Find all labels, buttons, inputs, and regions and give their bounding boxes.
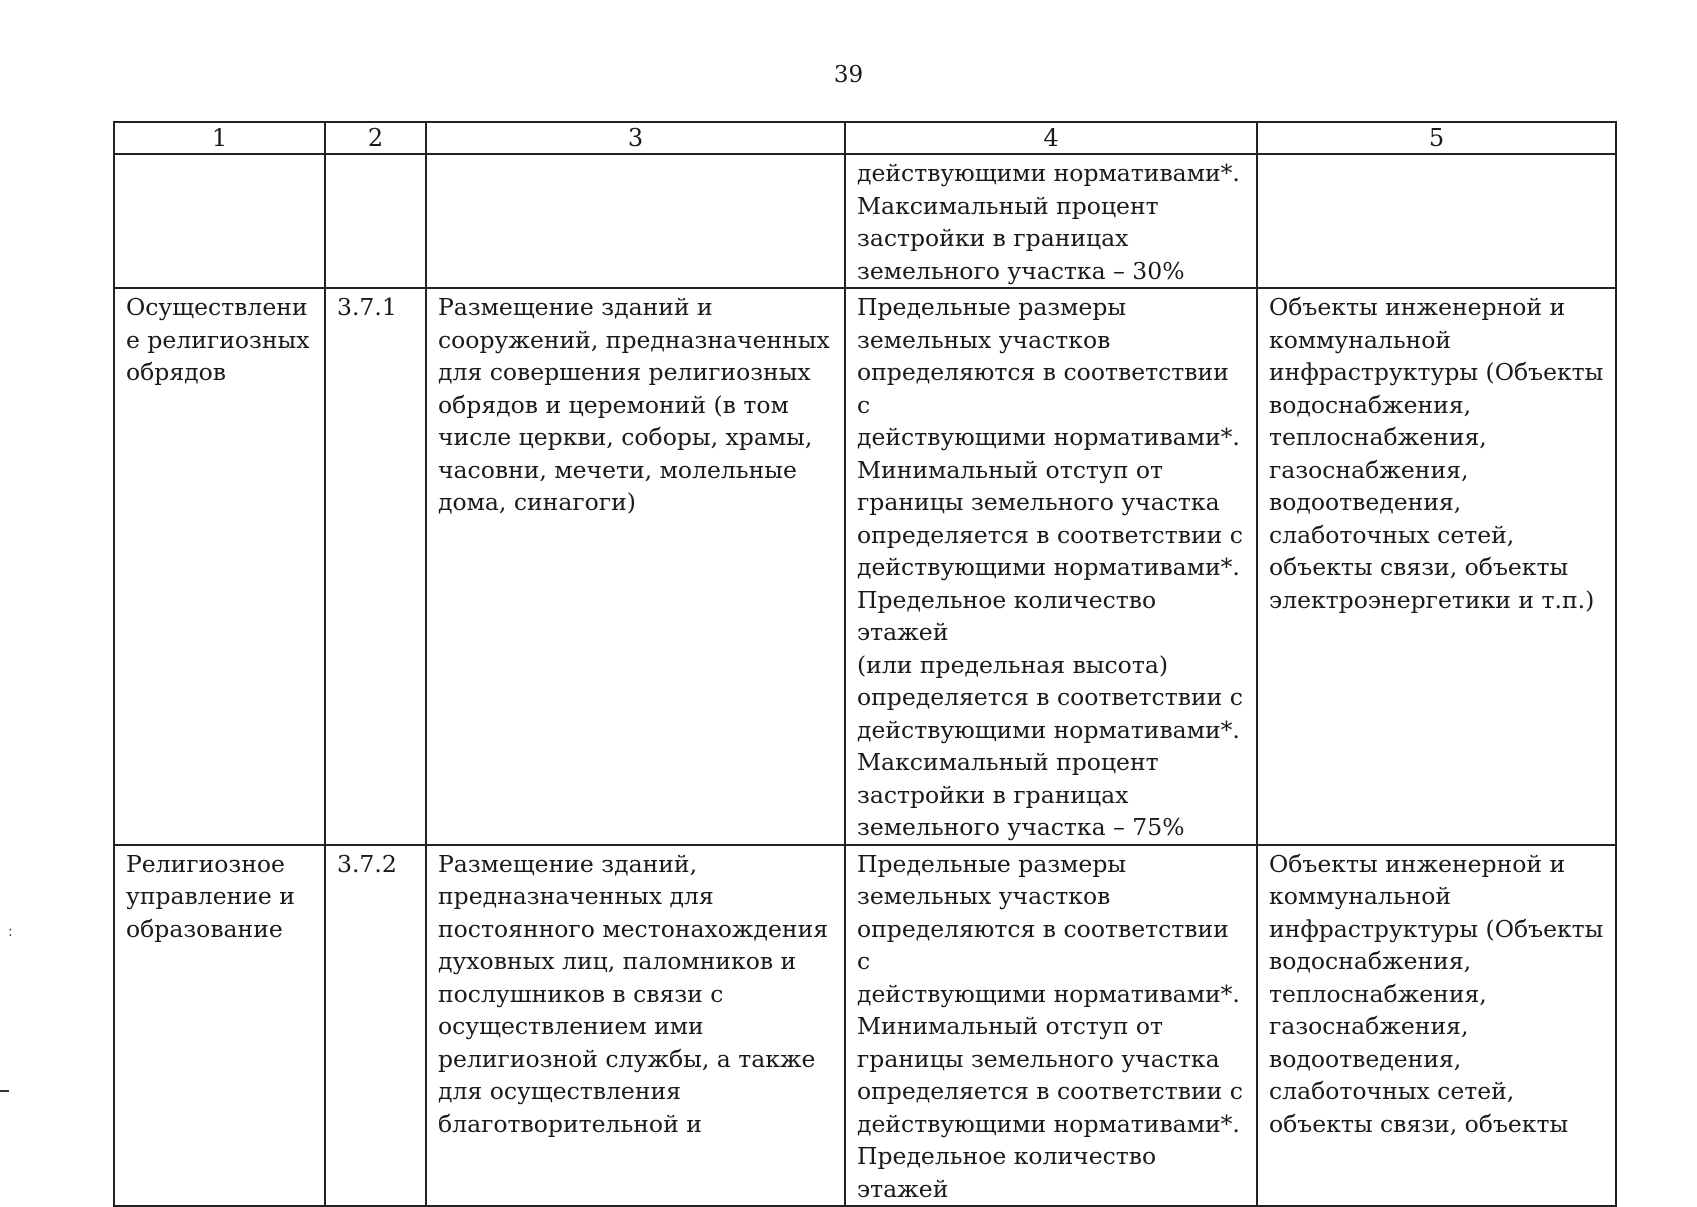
header-cell-3: 3 bbox=[426, 122, 845, 154]
use-code-cell: 3.7.2 bbox=[325, 845, 426, 1207]
use-auxiliary-cell: Объекты инженерной и коммунальной инфраструктуры (Объекты водоснабжения, теплоснабжения, газоснабжения, водоотведения, слаботочных сетей, объекты связи, объекты bbox=[1257, 845, 1616, 1207]
land-use-table bbox=[113, 121, 1617, 1207]
continuation-code-cell bbox=[325, 154, 426, 288]
margin-dash-mark bbox=[0, 1090, 9, 1092]
header-row bbox=[114, 122, 1616, 154]
use-code-cell: 3.7.1 bbox=[325, 288, 426, 845]
continuation-parameters-cell: действующими нормативами*. Максимальный процент застройки в границах земельного участка – 30% bbox=[845, 154, 1257, 288]
use-description-cell: Размещение зданий и сооружений, предназначенных для совершения религиозных обрядов и церемоний (в том числе церкви, соборы, храмы, часовни, мечети, молельные дома, синагоги) bbox=[426, 288, 845, 845]
continuation-name-cell bbox=[114, 154, 325, 288]
use-name-cell: Религиозное управление и образование bbox=[114, 845, 325, 1207]
header-cell-1: 1 bbox=[114, 122, 325, 154]
table-row bbox=[114, 288, 1616, 845]
use-auxiliary-cell: Объекты инженерной и коммунальной инфраструктуры (Объекты водоснабжения, теплоснабжения, газоснабжения, водоотведения, слаботочных сетей, объекты связи, объекты электроэнергетики и т.п.) bbox=[1257, 288, 1616, 845]
continuation-auxiliary-cell bbox=[1257, 154, 1616, 288]
use-parameters-cell: Предельные размеры земельных участков определяются в соответствии с действующими нормативами*. Минимальный отступ от границы земельного участка определяется в соответствии с действующими нормативами*. Предельное количество этажей bbox=[845, 845, 1257, 1207]
use-description-cell: Размещение зданий, предназначенных для постоянного местонахождения духовных лиц, паломников и послушников в связи с осуществлением ими религиозной службы, а также для осуществления благотворительной и bbox=[426, 845, 845, 1207]
continuation-row bbox=[114, 154, 1616, 288]
page-number: 39 bbox=[833, 62, 864, 88]
use-parameters-cell: Предельные размеры земельных участков определяются в соответствии с действующими нормативами*. Минимальный отступ от границы земельного участка определяется в соответствии с действующими нормативами*. Предельное количество этажей (или предельная высота) определяется в соответствии с действующими нормативами*. Максимальный процент застройки в границах земельного участка – 75% bbox=[845, 288, 1257, 845]
margin-colon-mark: : bbox=[8, 924, 13, 940]
header-cell-2: 2 bbox=[325, 122, 426, 154]
header-cell-5: 5 bbox=[1257, 122, 1616, 154]
header-cell-4: 4 bbox=[845, 122, 1257, 154]
use-name-cell: Осуществлени е религиозных обрядов bbox=[114, 288, 325, 845]
table-row bbox=[114, 845, 1616, 1207]
continuation-description-cell bbox=[426, 154, 845, 288]
